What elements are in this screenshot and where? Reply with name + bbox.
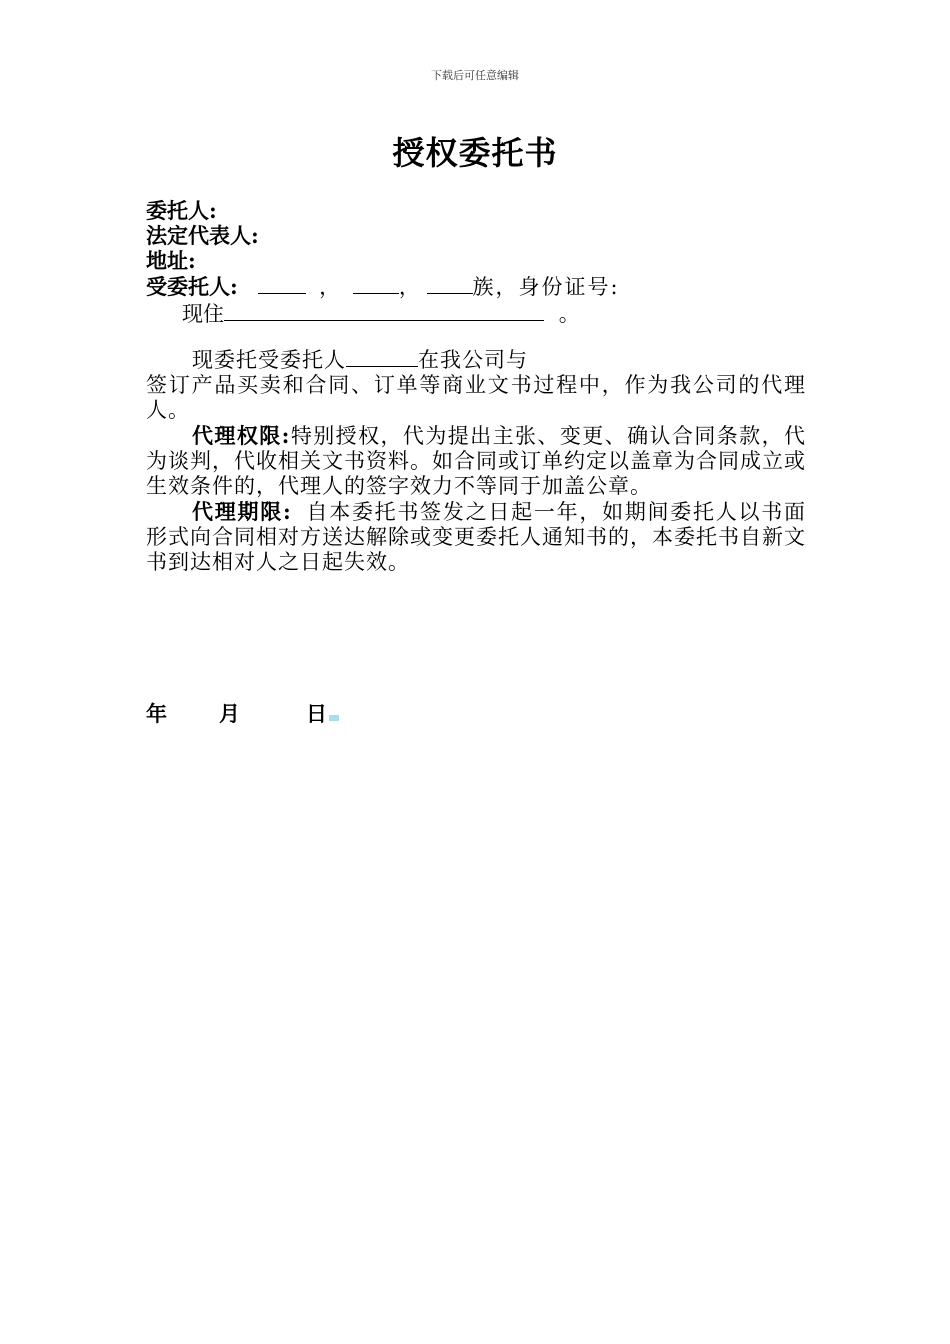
paragraph-scope [146,423,806,499]
residence-end: 。 [558,302,580,326]
date-line [146,698,339,728]
date-day: 日 [306,701,327,726]
agent-ethnicity-blank[interactable] [427,273,473,294]
document-title: 授权委托书 [392,134,558,172]
address-label: 地址: [146,248,196,273]
date-year: 年 [146,701,167,726]
residence-blank[interactable] [224,300,544,321]
scope-text: 特别授权，代为提出主张、变更、确认合同条款，代为谈判，代收相关文书资料。如合同或订单约定以盖章为合同成立或生效条件的，代理人的签字效力不等同于加盖公章。 [146,424,806,498]
agent-field [146,273,806,300]
agent-sep-2: ， [398,275,420,299]
residence-label: 现住 [182,302,224,326]
agent-sep-1: ， [319,275,341,299]
agent-label: 受委托人: [146,274,238,299]
paragraph-term [146,499,806,575]
legal-rep-label: 法定代表人: [146,223,259,248]
address-field [146,248,806,273]
legal-rep-field [146,223,806,248]
paragraph-appointment [146,346,806,373]
appointment-start: 现委托受委托人 [192,348,346,372]
residence-field [146,300,806,327]
agent-gender-blank[interactable] [353,273,399,294]
paragraph-appointment-rest: 签订产品买卖和合同、订单等商业文书过程中，作为我公司的代理人。 [146,373,806,422]
text-cursor-mark [329,715,339,721]
agent-name-blank[interactable] [258,273,306,294]
header-note: 下载后可任意编辑 [431,69,519,82]
appointee-blank[interactable] [346,346,418,367]
term-text: 自本委托书签发之日起一年，如期间委托人以书面形式向合同相对方送达解除或变更委托人通知书的，本委托书自新文书到达相对人之日起失效。 [146,500,806,574]
principal-field [146,198,806,223]
authorization-body [146,346,806,575]
term-label: 代理期限: [192,499,292,524]
date-month: 月 [219,701,240,726]
appointment-mid: 在我公司与 [418,348,528,372]
scope-label: 代理权限: [192,423,291,448]
principal-label: 委托人: [146,198,217,223]
agent-ethnicity-label: 族，身份证号: [472,275,620,299]
party-fields [146,198,806,327]
